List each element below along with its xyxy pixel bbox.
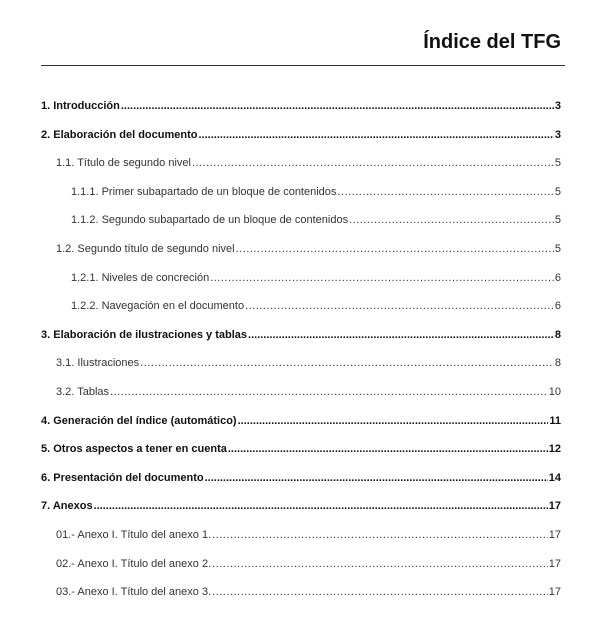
toc-entry-label: 1.1. Título de segundo nivel — [56, 157, 191, 170]
toc-entry[interactable] — [41, 415, 561, 444]
toc-entry[interactable] — [41, 357, 561, 386]
toc-entry-page: 8 — [554, 357, 561, 370]
toc-entry[interactable] — [41, 529, 561, 558]
toc-entry-page: 17 — [548, 500, 561, 513]
page-title: Índice del TFG — [423, 31, 561, 53]
toc-entry-page: 14 — [548, 471, 561, 484]
dot-leader — [121, 100, 554, 112]
toc-entry-label: 7. Anexos — [41, 500, 93, 513]
dot-leader — [205, 472, 548, 484]
toc-entry-label: 1.2.1. Niveles de concreción — [71, 271, 210, 284]
toc-entry[interactable] — [41, 500, 561, 529]
toc-entry[interactable] — [41, 214, 561, 243]
dot-leader — [110, 386, 548, 398]
toc-entry-label: 02.- Anexo I. Título del anexo 2. — [56, 557, 212, 570]
toc-entry-label: 1.2.2. Navegación en el documento — [71, 300, 245, 313]
dot-leader — [349, 214, 554, 226]
toc-entry-page: 10 — [548, 385, 561, 398]
dot-leader — [94, 500, 548, 512]
toc-entry[interactable] — [41, 586, 561, 615]
toc-entry-label: 3.2. Tablas — [56, 385, 110, 398]
toc-entry-label: 5. Otros aspectos a tener en cuenta — [41, 443, 227, 456]
toc-entry[interactable] — [41, 243, 561, 272]
toc-entry-label: 3.1. Ilustraciones — [56, 357, 140, 370]
dot-leader — [337, 186, 553, 198]
dot-leader — [212, 586, 548, 598]
toc-entry[interactable] — [41, 329, 561, 358]
toc-entry[interactable] — [41, 443, 561, 472]
toc-entry[interactable] — [41, 100, 561, 129]
toc-entry-page: 17 — [548, 557, 561, 570]
dot-leader — [192, 157, 554, 169]
toc-entry-page: 6 — [554, 300, 561, 313]
toc-entry-page: 3 — [554, 100, 561, 112]
toc-entry-page: 17 — [548, 528, 561, 541]
toc-entry-label: 03.- Anexo I. Título del anexo 3. — [56, 586, 212, 599]
toc-entry-page: 12 — [548, 443, 561, 456]
toc-entry-label: 1. Introducción — [41, 100, 120, 112]
toc-entry-page: 8 — [554, 328, 561, 341]
toc-entry-page: 5 — [554, 242, 561, 255]
toc-entry-page: 5 — [554, 185, 561, 198]
dot-leader — [236, 243, 554, 255]
toc-entry-page: 11 — [549, 414, 561, 427]
toc-entry[interactable] — [41, 386, 561, 415]
toc-entry[interactable] — [41, 558, 561, 587]
dot-leader — [212, 529, 548, 541]
toc-entry-label: 4. Generación del índice (automático) — [41, 414, 237, 427]
dot-leader — [238, 415, 549, 427]
table-of-contents — [41, 100, 561, 615]
dot-leader — [245, 300, 554, 312]
toc-entry-page: 6 — [554, 271, 561, 284]
toc-entry-page: 5 — [554, 157, 561, 170]
toc-entry[interactable] — [41, 157, 561, 186]
dot-leader — [212, 558, 548, 570]
dot-leader — [198, 129, 553, 141]
toc-entry-page: 5 — [554, 214, 561, 227]
toc-entry[interactable] — [41, 272, 561, 301]
toc-entry-label: 01.- Anexo I. Título del anexo 1. — [56, 528, 212, 541]
toc-entry[interactable] — [41, 300, 561, 329]
toc-entry-label: 1.1.1. Primer subapartado de un bloque de contenidos — [71, 185, 337, 198]
dot-leader — [210, 272, 554, 284]
toc-entry-page: 3 — [554, 128, 561, 141]
toc-entry-label: 6. Presentación del documento — [41, 471, 204, 484]
toc-entry-label: 3. Elaboración de ilustraciones y tablas — [41, 328, 248, 341]
title-divider — [41, 65, 565, 66]
toc-entry[interactable] — [41, 129, 561, 158]
dot-leader — [228, 443, 548, 455]
toc-entry-label: 1.2. Segundo título de segundo nivel — [56, 242, 235, 255]
toc-entry-page: 17 — [548, 586, 561, 599]
toc-entry[interactable] — [41, 472, 561, 501]
dot-leader — [248, 329, 554, 341]
dot-leader — [140, 357, 554, 369]
toc-entry-label: 1.1.2. Segundo subapartado de un bloque de contenidos — [71, 214, 349, 227]
toc-entry[interactable] — [41, 186, 561, 215]
toc-entry-label: 2. Elaboración del documento — [41, 128, 198, 141]
